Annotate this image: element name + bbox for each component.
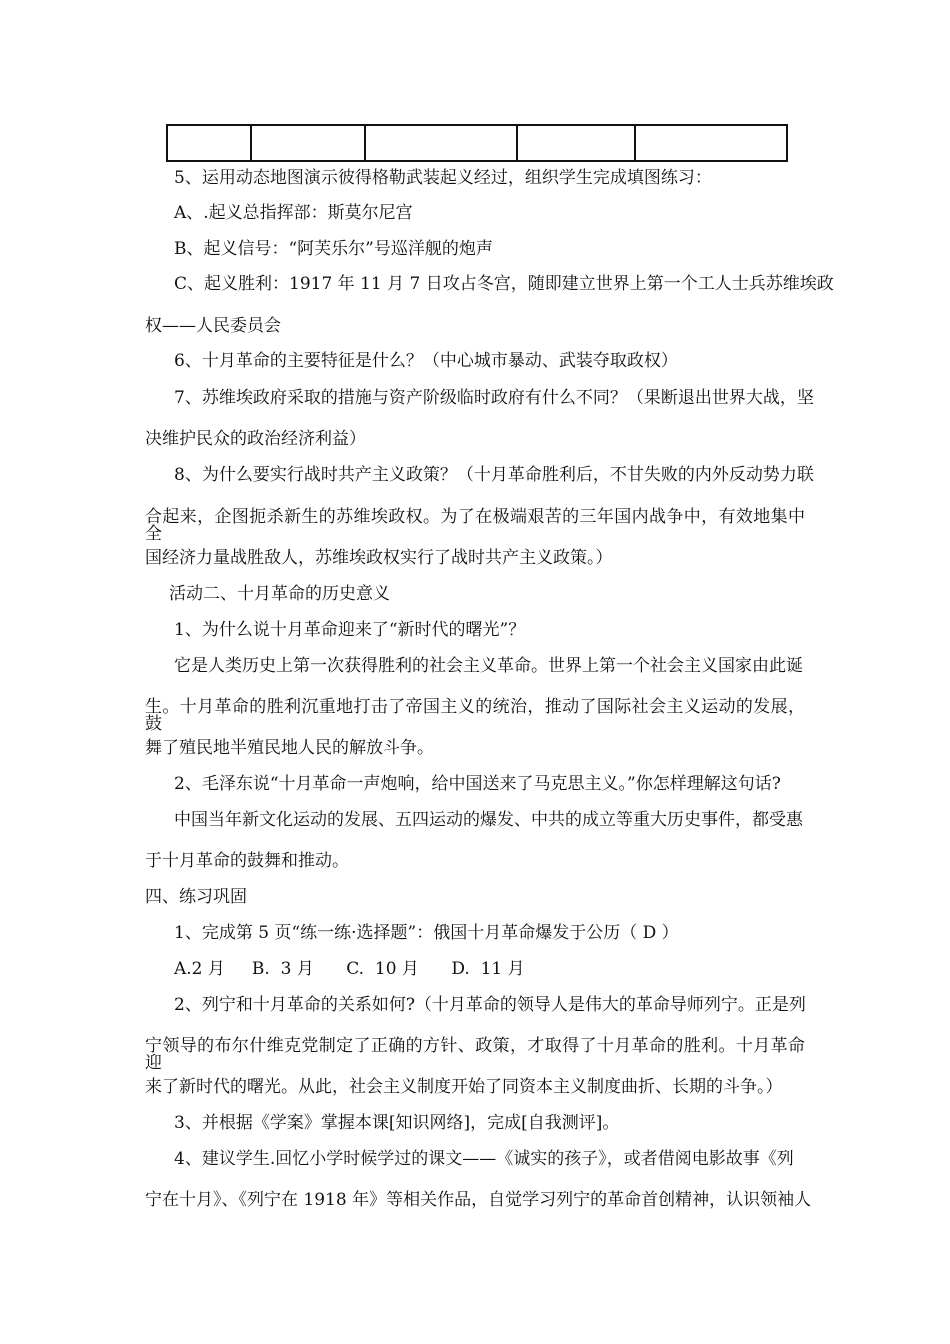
text-line: 1、完成第 5 页“练一练·选择题”：俄国十月革命爆发于公历（ D ） (174, 923, 679, 943)
text-line: 7、苏维埃政府采取的措施与资产阶级临时政府有什么不同？（果断退出世界大战，坚 (174, 388, 814, 408)
text-line: B、起义信号：“阿芙乐尔”号巡洋舰的炮声 (174, 239, 493, 259)
table-cell (517, 125, 635, 161)
text-line: 1、为什么说十月革命迎来了“新时代的曙光”？ (174, 620, 526, 640)
blank-table (166, 124, 788, 162)
text-line: 4、建议学生.回忆小学时候学过的课文——《诚实的孩子》，或者借阅电影故事《列 (174, 1149, 794, 1169)
text-line: 生。十月革命的胜利沉重地打击了帝国主义的统治，推动了国际社会主义运动的发展，鼓 (145, 697, 805, 734)
text-line: 于十月革命的鼓舞和推动。 (145, 851, 349, 871)
text-line: 它是人类历史上第一次获得胜利的社会主义革命。世界上第一个社会主义国家由此诞 (174, 656, 803, 676)
text-line: 舞了殖民地半殖民地人民的解放斗争。 (145, 738, 434, 758)
section-heading: 四、练习巩固 (145, 887, 247, 907)
text-line: 决维护民众的政治经济利益） (145, 429, 366, 449)
text-line: 国经济力量战胜敌人，苏维埃政权实行了战时共产主义政策。） (145, 548, 613, 568)
text-line: 2、毛泽东说“十月革命一声炮响，给中国送来了马克思主义。”你怎样理解这句话? (174, 774, 781, 794)
text-line: C、起义胜利：1917 年 11 月 7 日攻占冬宫，随即建立世界上第一个工人士兵苏维埃政 (174, 274, 834, 294)
text-line: 宁领导的布尔什维克党制定了正确的方针、政策，才取得了十月革命的胜利。十月革命迎 (145, 1036, 805, 1073)
table-cell (365, 125, 517, 161)
text-line: 来了新时代的曙光。从此，社会主义制度开始了同资本主义制度曲折、长期的斗争。） (145, 1077, 783, 1097)
section-heading: 活动二、十月革命的历史意义 (169, 584, 390, 604)
table-cell (167, 125, 251, 161)
text-line: A、.起义总指挥部：斯莫尔尼宫 (174, 203, 413, 223)
text-line: 合起来，企图扼杀新生的苏维埃政权。为了在极端艰苦的三年国内战争中，有效地集中全 (145, 507, 805, 544)
text-line: 宁在十月》、《列宁在 1918 年》等相关作品，自觉学习列宁的革命首创精神，认识领袖人 (145, 1190, 812, 1210)
answer-options: A.2 月 B. 3 月 C. 10 月 D. 11 月 (174, 959, 525, 979)
text-line: 8、为什么要实行战时共产主义政策？（十月革命胜利后，不甘失败的内外反动势力联 (174, 465, 814, 485)
text-line: 6、十月革命的主要特征是什么？（中心城市暴动、武装夺取政权） (174, 351, 678, 371)
text-line: 中国当年新文化运动的发展、五四运动的爆发、中共的成立等重大历史事件，都受惠 (174, 810, 803, 830)
table-cell (251, 125, 365, 161)
text-line: 2、列宁和十月革命的关系如何?（十月革命的领导人是伟大的革命导师列宁。正是列 (174, 995, 806, 1015)
text-line: 权——人民委员会 (145, 316, 281, 336)
text-line: 5、运用动态地图演示彼得格勒武装起义经过，组织学生完成填图练习： (174, 168, 712, 188)
table-cell (635, 125, 787, 161)
text-line: 3、并根据《学案》掌握本课[知识网络]，完成[自我测评]。 (174, 1113, 620, 1133)
table-row (167, 125, 787, 161)
